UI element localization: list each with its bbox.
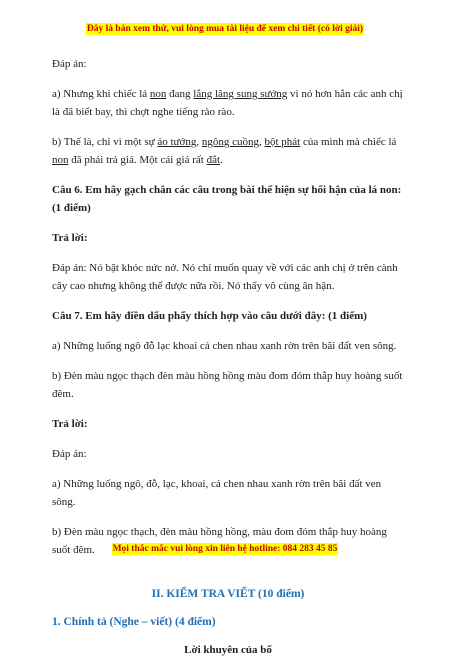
question-6: Câu 6. Em hãy gạch chân các câu trong bài thể hiện sự hối hận của lá non: (1 điểm) — [52, 184, 402, 214]
q7-answer-label: Đáp án: — [52, 448, 87, 460]
text-run: . — [220, 154, 223, 166]
text-run: của mình mà chiếc lá — [300, 136, 397, 148]
question-7: Câu 7. Em hãy điền dấu phẩy thích hợp vào câu dưới đây: (1 điểm) — [52, 310, 367, 322]
q7-item-b: b) Đèn màu ngọc thạch đèn màu hồng hồng màu đom đóm thắp huy hoàng suốt đêm. — [52, 370, 403, 400]
answer-label: Đáp án: — [52, 58, 87, 70]
subsection-title: 1. Chính tả (Nghe – viết) (4 điểm) — [52, 616, 216, 628]
underlined-word: lắng lăng sung sướng — [193, 88, 288, 100]
underlined-word: ảo tưởng — [157, 136, 197, 148]
q7-answer-heading: Trả lời: — [52, 418, 88, 430]
text-run: , — [196, 136, 202, 148]
underlined-word: đắt — [206, 154, 221, 166]
q6-answer-heading: Trả lời: — [52, 232, 88, 244]
text-run: b) Thế là, chỉ vì một sự — [52, 136, 158, 148]
underlined-word: non — [149, 88, 167, 100]
q7-answer-b: b) Đèn màu ngọc thạch, đèn màu hồng hồng, màu đom đóm thắp huy hoàng suốt đêm. — [52, 526, 387, 556]
header-banner — [0, 24, 450, 34]
text-run: , — [258, 136, 265, 148]
footer-banner-text: Mọi thắc mắc vui lòng xin liên hệ hotline: 084 283 45 85 — [112, 544, 338, 554]
q6-answer: Đáp án: Nó bật khóc nức nở. Nó chỉ muốn quay về với các anh chị ở trên cành cây cao nhưng không thể được nữa rồi. Nó thấy vô cùng ân hận. — [52, 262, 398, 292]
underlined-word: ngông cuồng — [201, 136, 259, 148]
passage-title: Lời khuyên của bố — [184, 644, 272, 656]
q7-answer-a: a) Những luống ngô, đỗ, lạc, khoai, cả chen nhau xanh rờn trên bãi đất ven sông. — [52, 478, 382, 508]
section-title: II. KIỂM TRA VIẾT (10 điểm) — [151, 588, 305, 600]
q5-answer-a — [52, 85, 404, 121]
underlined-word: bột phát — [264, 136, 301, 148]
underlined-word: non — [52, 154, 69, 166]
document-body — [52, 55, 404, 659]
text-run: vì nó hơn hẳn các anh chị là đã biết bay, thì chợt nghe tiếng rào rào. — [52, 88, 403, 118]
footer-banner — [0, 544, 450, 554]
q7-item-a: a) Những luống ngô đỗ lạc khoai cả chen nhau xanh rờn trên bãi đất ven sông. — [52, 340, 397, 352]
header-banner-text: Đây là bản xem thử, vui lòng mua tài liệu để xem chi tiết (có lời giải) — [86, 24, 364, 34]
q5-answer-b — [52, 133, 404, 169]
text-run: đang — [166, 88, 194, 100]
text-run: đã phải trả giá. Một cái giá rất — [68, 154, 207, 166]
text-run: a) Nhưng khi chiếc lá — [52, 88, 150, 100]
